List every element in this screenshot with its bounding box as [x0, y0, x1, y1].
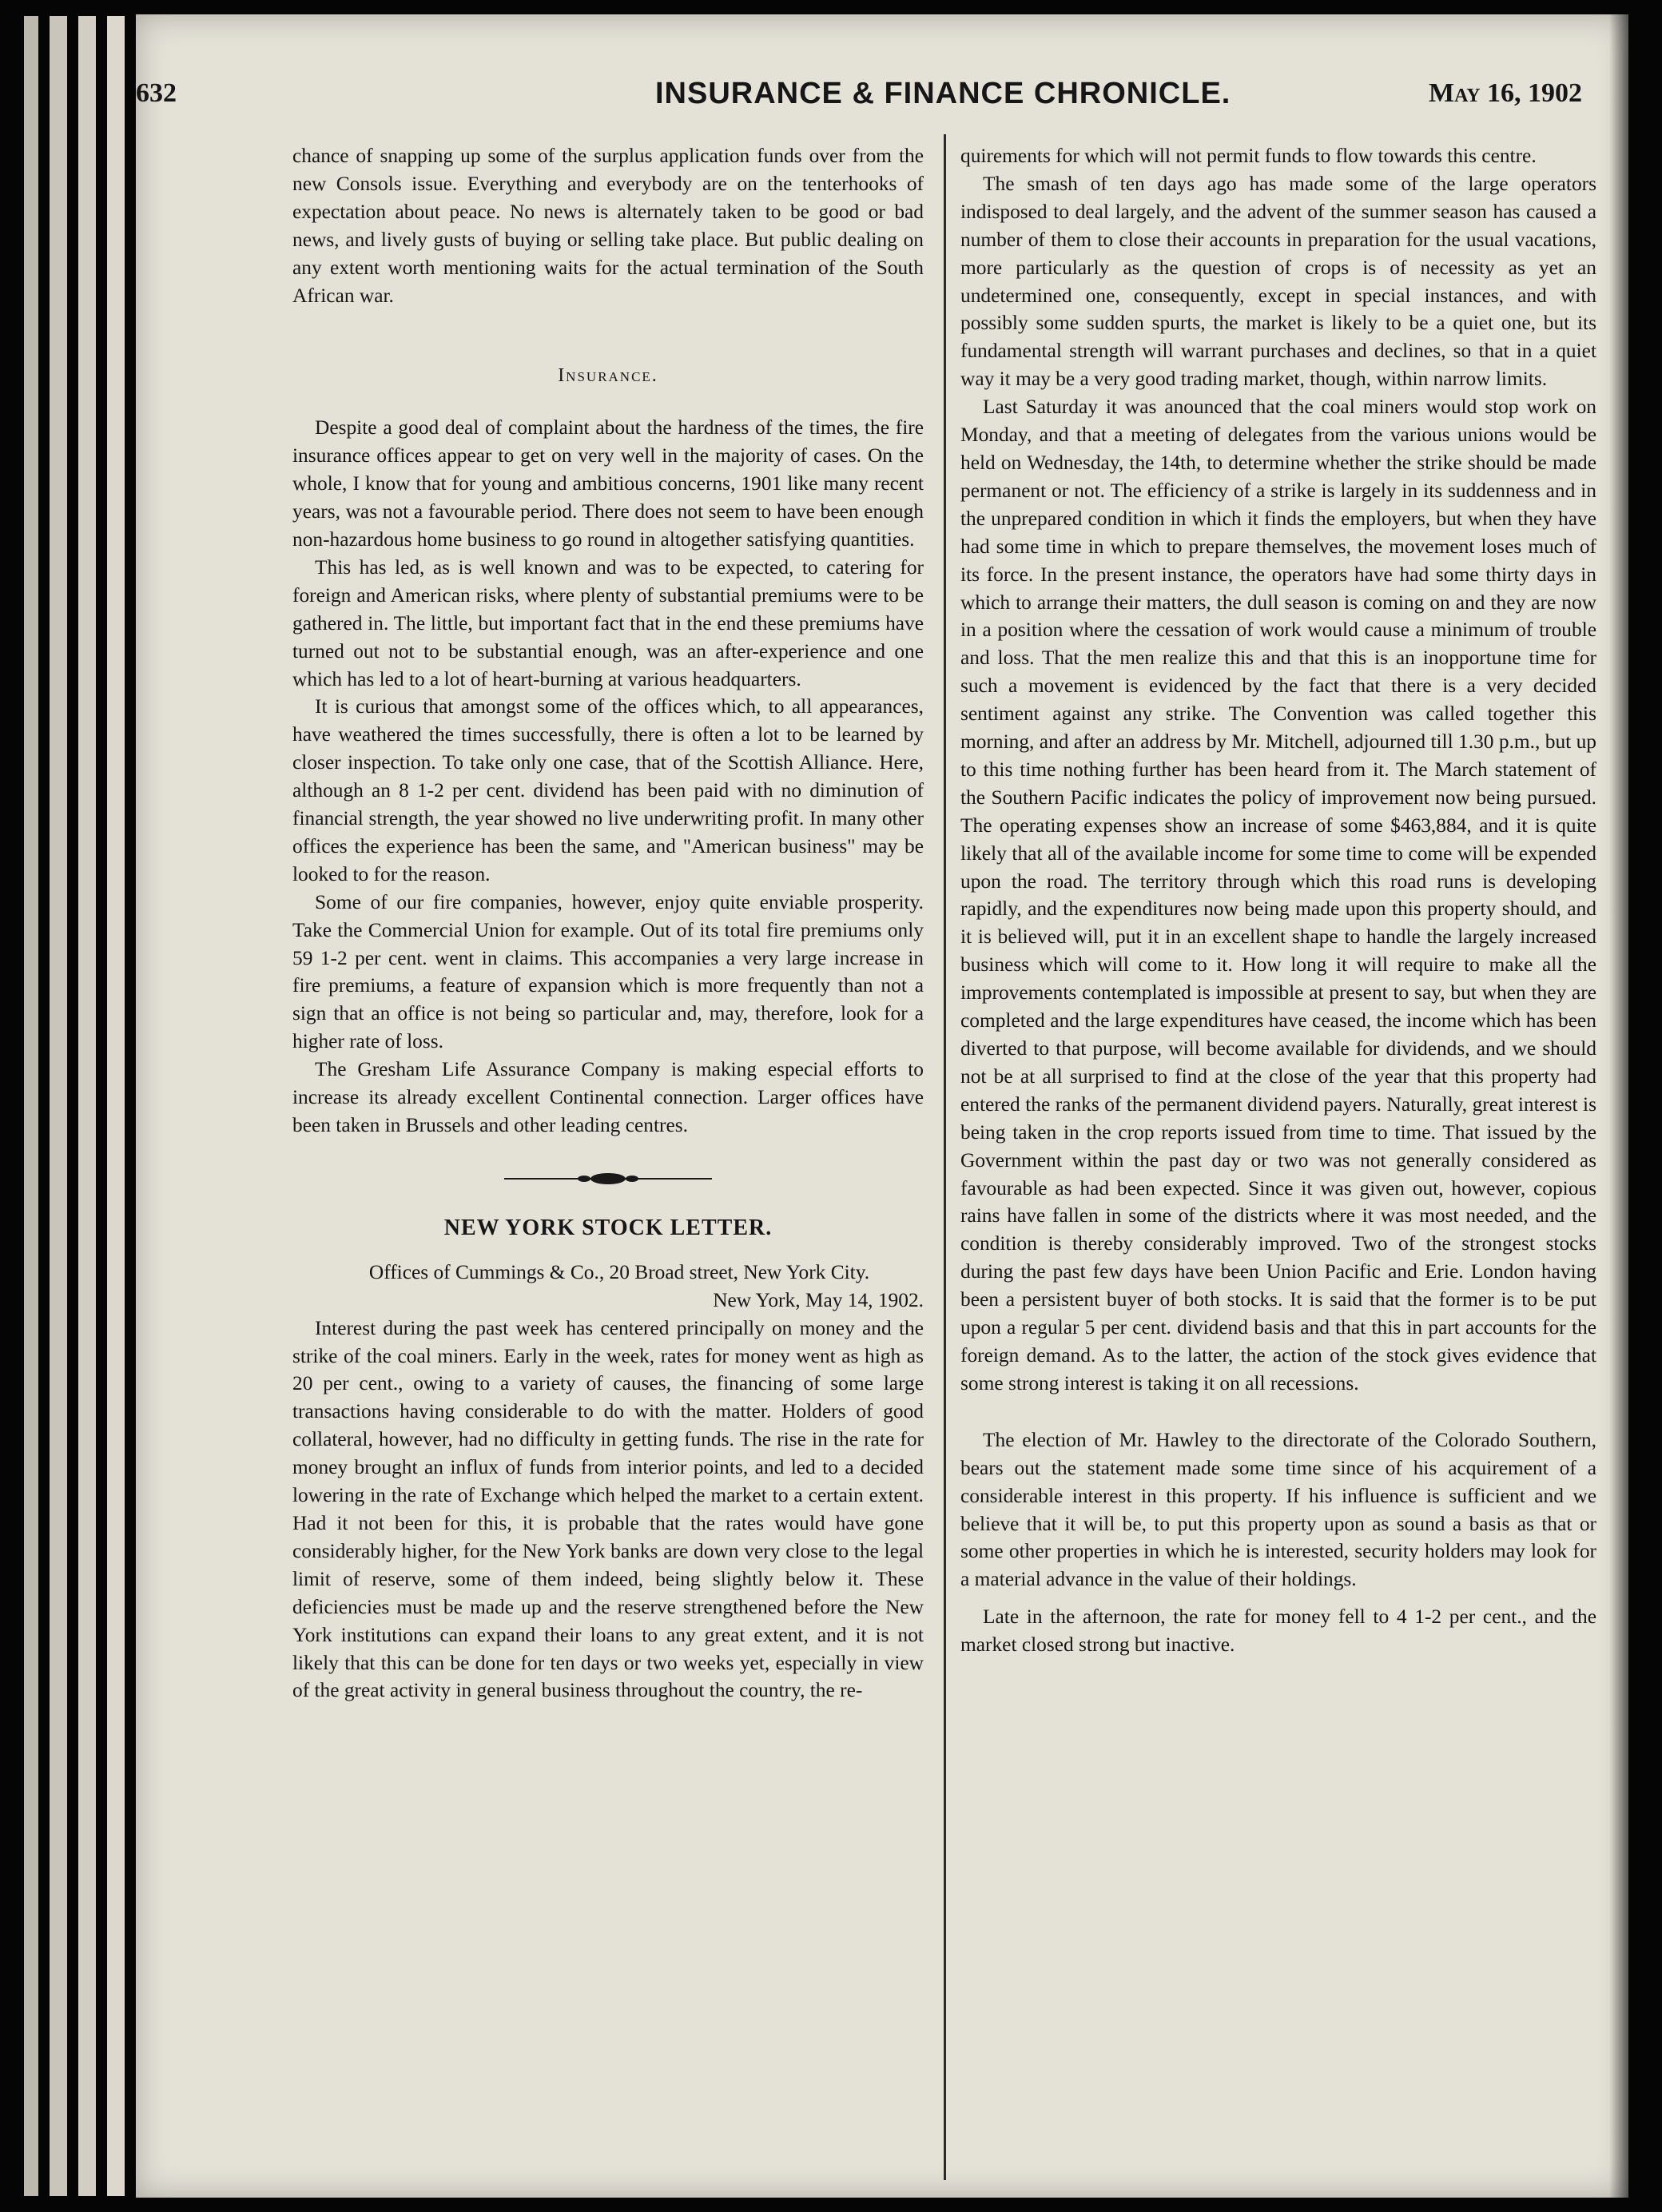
insurance-paragraph: The Gresham Life Assurance Company is making especial efforts to increase its already excellent Continental connection. Larger offices have been taken in Brussels and other leading centres. [292, 1058, 924, 1136]
right-column [960, 142, 1596, 1659]
page-number: 632 [136, 78, 177, 108]
journal-title: INSURANCE & FINANCE CHRONICLE. [655, 77, 1231, 110]
insurance-paragraph: Despite a good deal of complaint about the hardness of the times, the fire insurance offices appear to get on very well in the majority of cases. On the whole, I know that for young and ambitious concerns, 1901 like many recent years, was not a favourable period. There does not seem to have been enough non-hazardous home business to go round in altogether satisfying quantities. [292, 416, 924, 551]
stock-letter-paragraph: Interest during the past week has centered principally on money and the strike of the coal miners. Early in the week, rates for money went as high as 20 per cent., owing to a variety of causes, the financing of some large transactions having considerable to do with the matter. Holders of good collateral, however, had no difficulty in getting funds. The rise in the rate for money brought an influx of funds from interior points, and led to a decided lowering in the rate of Exchange which helped the market to a certain extent. Had it not been for this, it is probable that the rates would have gone considerably higher, for the New York banks are down very close to the legal limit of reserve, some of them indeed, being slightly below it. These deficiencies must be made up and the reserve strengthened before the New York institutions can expand their loans to any great extent, and it is not likely that this can be done for ten days or two weeks yet, especially in view of the great activity in general business throughout the country, the re- [292, 1316, 924, 1702]
page-edge [78, 16, 96, 2196]
insurance-paragraph: This has led, as is well known and was to be expected, to catering for foreign and American risks, where plenty of substantial premiums were to be gathered in. The little, but important fact that in the end these premiums have turned out not to be substantial enough, was an after-experience and one which has led to a lot of heart-burning at various headquarters. [292, 555, 924, 690]
stock-letter-office: Offices of Cummings & Co., 20 Broad street, New York City. [368, 1260, 870, 1283]
insurance-paragraph: Some of our fire companies, however, enjoy quite enviable prosperity. Take the Commercial Union for example. Out of its total fire premiums only 59 1-2 per cent. went in claims. This accompanies a very large increase in fire premiums, a feature of expansion which is more frequently than not a sign that an office is not being so particular and, may, therefore, look for a higher rate of loss. [292, 890, 924, 1053]
page-edge [50, 16, 67, 2196]
body-paragraph: Last Saturday it was anounced that the coal miners would stop work on Monday, and that a meeting of delegates from the various unions would be held on Wednesday, the 14th, to determine whether the strike should be made permanent or not. The efficiency of a strike is largely in its suddenness and in the unprepared condition in which it finds the employers, but when they have had some time in which to prepare themselves, the movement loses much of its force. In the present instance, the operators have had some thirty days in which to arrange their matters, the dull season is coming on and they are now in a position where the cessation of work would cause a minimum of trouble and loss. That the men realize this and that this is an inopportune time for such a movement is evidenced by the fact that there is a very decided sentiment against any strike. The Convention was called together this morning, and after an address by Mr. Mitchell, adjourned till 1.30 p.m., but up to this time nothing further has been heard from it. The March statement of the Southern Pacific indicates the policy of improvement now being pursued. The operating expenses show an increase of some $463,884, and it is quite likely that all of the available income for some time to come will be expended upon the road. The territory through which this road runs is developing rapidly, and the expenditures now being made upon this property should, and it is believed will, put it in an excellent shape to handle the largely increased business which will come to it. How long it will require to make all the improvements contemplated is impossible at present to say, but when they are completed and the large expenditures have ceased, the income which has been diverted to that purpose, will become available for dividends, and we should not be at all surprised to find at the close of the year that this property had entered the ranks of the permanent dividend payers. Naturally, great interest is being taken in the crop reports issued from time to time. That issued by the Government within the past day or two was not generally considered as favourable as had been expected. Since it was given out, however, copious rains have fallen in some of the districts where it was most needed, and the condition is thereby considerably improved. Two of the strongest stocks during the past few days have been Union Pacific and Erie. London having been a persistent buyer of both stocks. It is said that the former is to be put upon a regular 5 per cent. dividend basis and that this in part accounts for the foreign demand. As to the latter, the action of the stock gives evidence that some strong interest is taking it on all recessions. [960, 396, 1596, 1394]
body-paragraph: The election of Mr. Hawley to the directorate of the Colorado Southern, bears out the statement made some time since of his acquirement of a considerable interest in this property. If his influence is sufficient and we believe that it will be, to put this property upon as sound a basis as that or some other properties in which he is interested, security holders may look for a material advance in the value of their holdings. [960, 1428, 1596, 1591]
page-shadow [1609, 14, 1628, 2198]
body-paragraph: The smash of ten days ago has made some of the large operators indisposed to deal largely, and the advent of the summer season has caused a number of them to close their accounts in preparation for the usual vacations, more particularly as the question of crops is of necessity as yet an undetermined one, consequently, except in special instances, and with possibly some sudden spurts, the market is likely to be a quiet one, but its fundamental strength will warrant purchases and declines, so that in a quiet way it may be a very good trading market, though, within narrow limits. [960, 172, 1596, 391]
continuation-paragraph: quirements for which will not permit funds to flow towards this centre. [960, 145, 1537, 167]
intro-paragraph: chance of snapping up some of the surplus application funds over from the new Consols issue. Everything and everybody are on the tenterhooks of expectation about peace. No news is alternately taken to be good or bad news, and lively gusts of buying or selling take place. But public dealing on any extent worth mentioning waits for the actual termination of the South African war. [292, 145, 924, 307]
left-column [292, 142, 924, 1705]
stock-letter-title: NEW YORK STOCK LETTER. [443, 1215, 773, 1240]
insurance-paragraph: It is curious that amongst some of the offices which, to all appearances, have weathered the times successfully, there is often a lot to be learned by closer inspection. To take only one case, that of the Scottish Alliance. Here, although an 8 1-2 per cent. dividend has been paid with no diminution of financial strength, the year showed no live underwriting profit. In many other offices the experience has been the same, and "American business" may be looked to for the reason. [292, 695, 924, 885]
issue-date: May 16, 1902 [1429, 78, 1583, 108]
page-edge [24, 16, 38, 2196]
page-edge [107, 16, 125, 2196]
body-paragraph: Late in the afternoon, the rate for money fell to 4 1-2 per cent., and the market closed strong but inactive. [960, 1605, 1596, 1657]
ornamental-rule-icon [504, 1172, 712, 1186]
insurance-heading: Insurance. [558, 365, 658, 387]
column-rule [944, 134, 946, 2180]
stock-letter-dateline: New York, May 14, 1902. [713, 1288, 924, 1311]
